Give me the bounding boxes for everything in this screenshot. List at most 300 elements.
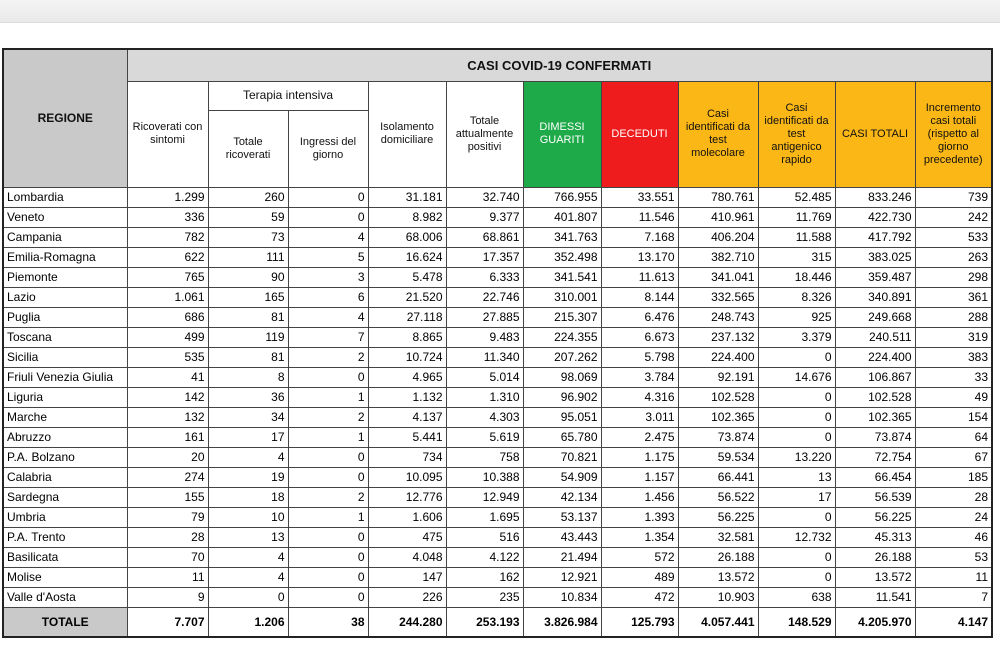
table-cell: 13 bbox=[208, 527, 288, 547]
table-row bbox=[3, 187, 992, 207]
total-cell-deceduti: 125.793 bbox=[601, 607, 678, 637]
region-name: Lombardia bbox=[3, 187, 127, 207]
table-cell: 73.874 bbox=[678, 427, 758, 447]
table-cell: 734 bbox=[368, 447, 446, 467]
table-cell: 925 bbox=[758, 307, 835, 327]
table-cell: 22.746 bbox=[446, 287, 523, 307]
table-cell: 2.475 bbox=[601, 427, 678, 447]
table-cell: 8 bbox=[208, 367, 288, 387]
region-name: Molise bbox=[3, 567, 127, 587]
table-title: CASI COVID-19 CONFERMATI bbox=[127, 49, 992, 81]
table-cell: 26.188 bbox=[835, 547, 915, 567]
table-cell: 56.225 bbox=[678, 507, 758, 527]
table-cell: 417.792 bbox=[835, 227, 915, 247]
region-name: Campania bbox=[3, 227, 127, 247]
region-name: Sicilia bbox=[3, 347, 127, 367]
table-cell: 5 bbox=[288, 247, 368, 267]
table-cell: 3.784 bbox=[601, 367, 678, 387]
table-cell: 32.740 bbox=[446, 187, 523, 207]
table-cell: 106.867 bbox=[835, 367, 915, 387]
table-cell: 1.299 bbox=[127, 187, 208, 207]
table-cell: 1 bbox=[288, 427, 368, 447]
table-cell: 10.388 bbox=[446, 467, 523, 487]
table-cell: 56.522 bbox=[678, 487, 758, 507]
table-cell: 13.170 bbox=[601, 247, 678, 267]
total-label: TOTALE bbox=[3, 607, 127, 637]
table-body bbox=[3, 187, 992, 607]
table-cell: 6.673 bbox=[601, 327, 678, 347]
table-row bbox=[3, 267, 992, 287]
header-ingressi: Ingressi del giorno bbox=[288, 110, 368, 187]
table-cell: 4 bbox=[208, 447, 288, 467]
table-cell: 4 bbox=[288, 227, 368, 247]
table-row bbox=[3, 447, 992, 467]
table-cell: 410.961 bbox=[678, 207, 758, 227]
table-cell: 41 bbox=[127, 367, 208, 387]
table-cell: 383 bbox=[915, 347, 992, 367]
table-cell: 422.730 bbox=[835, 207, 915, 227]
table-cell: 81 bbox=[208, 347, 288, 367]
table-row bbox=[3, 487, 992, 507]
table-cell: 4.122 bbox=[446, 547, 523, 567]
table-cell: 0 bbox=[758, 387, 835, 407]
total-cell: 244.280 bbox=[368, 607, 446, 637]
table-cell: 155 bbox=[127, 487, 208, 507]
table-cell: 4.303 bbox=[446, 407, 523, 427]
table-cell: 70.821 bbox=[523, 447, 601, 467]
table-row bbox=[3, 527, 992, 547]
table-cell: 263 bbox=[915, 247, 992, 267]
header-antigenico: Casi identificati da test antigenico rapido bbox=[758, 81, 835, 187]
table-cell: 0 bbox=[288, 527, 368, 547]
table-cell: 0 bbox=[758, 427, 835, 447]
table-cell: 765 bbox=[127, 267, 208, 287]
table-cell: 14.676 bbox=[758, 367, 835, 387]
table-cell: 53.137 bbox=[523, 507, 601, 527]
table-row bbox=[3, 207, 992, 227]
table-cell: 638 bbox=[758, 587, 835, 607]
table-cell: 341.541 bbox=[523, 267, 601, 287]
total-cell-dimessi: 3.826.984 bbox=[523, 607, 601, 637]
table-cell: 49 bbox=[915, 387, 992, 407]
region-name: P.A. Bolzano bbox=[3, 447, 127, 467]
table-cell: 833.246 bbox=[835, 187, 915, 207]
table-cell: 165 bbox=[208, 287, 288, 307]
table-cell: 161 bbox=[127, 427, 208, 447]
region-name: Basilicata bbox=[3, 547, 127, 567]
table-row bbox=[3, 327, 992, 347]
table-cell: 73 bbox=[208, 227, 288, 247]
table-cell: 1.061 bbox=[127, 287, 208, 307]
table-cell: 1.606 bbox=[368, 507, 446, 527]
table-cell: 11.541 bbox=[835, 587, 915, 607]
table-cell: 4 bbox=[208, 547, 288, 567]
table-cell: 32.581 bbox=[678, 527, 758, 547]
table-cell: 16.624 bbox=[368, 247, 446, 267]
table-row bbox=[3, 467, 992, 487]
table-row bbox=[3, 227, 992, 247]
table-cell: 4 bbox=[288, 307, 368, 327]
table-cell: 42.134 bbox=[523, 487, 601, 507]
table-cell: 119 bbox=[208, 327, 288, 347]
table-cell: 6.476 bbox=[601, 307, 678, 327]
table-cell: 11.769 bbox=[758, 207, 835, 227]
table-cell: 7 bbox=[288, 327, 368, 347]
table-cell: 382.710 bbox=[678, 247, 758, 267]
header-casi-totali: CASI TOTALI bbox=[835, 81, 915, 187]
table-cell: 0 bbox=[288, 207, 368, 227]
table-cell: 3.011 bbox=[601, 407, 678, 427]
table-cell: 6.333 bbox=[446, 267, 523, 287]
table-cell: 132 bbox=[127, 407, 208, 427]
table-cell: 489 bbox=[601, 567, 678, 587]
table-cell: 0 bbox=[288, 547, 368, 567]
total-cell: 7.707 bbox=[127, 607, 208, 637]
table-cell: 7.168 bbox=[601, 227, 678, 247]
table-cell: 248.743 bbox=[678, 307, 758, 327]
table-cell: 5.619 bbox=[446, 427, 523, 447]
table-cell: 18.446 bbox=[758, 267, 835, 287]
table-cell: 8.326 bbox=[758, 287, 835, 307]
total-cell: 4.057.441 bbox=[678, 607, 758, 637]
table-cell: 102.365 bbox=[678, 407, 758, 427]
table-cell: 782 bbox=[127, 227, 208, 247]
table-cell: 0 bbox=[288, 567, 368, 587]
table-cell: 52.485 bbox=[758, 187, 835, 207]
table-cell: 11.613 bbox=[601, 267, 678, 287]
table-cell: 11.340 bbox=[446, 347, 523, 367]
table-row bbox=[3, 407, 992, 427]
table-row bbox=[3, 547, 992, 567]
table-cell: 17 bbox=[758, 487, 835, 507]
table-cell: 46 bbox=[915, 527, 992, 547]
table-cell: 215.307 bbox=[523, 307, 601, 327]
table-cell: 359.487 bbox=[835, 267, 915, 287]
table-cell: 224.400 bbox=[835, 347, 915, 367]
table-cell: 43.443 bbox=[523, 527, 601, 547]
table-cell: 185 bbox=[915, 467, 992, 487]
table-cell: 8.865 bbox=[368, 327, 446, 347]
table-cell: 142 bbox=[127, 387, 208, 407]
total-cell: 253.193 bbox=[446, 607, 523, 637]
table-row bbox=[3, 567, 992, 587]
header-positivi: Totale attualmente positivi bbox=[446, 81, 523, 187]
table-row bbox=[3, 587, 992, 607]
table-cell: 739 bbox=[915, 187, 992, 207]
table-cell: 1.175 bbox=[601, 447, 678, 467]
table-cell: 10.903 bbox=[678, 587, 758, 607]
header-deceduti: DECEDUTI bbox=[601, 81, 678, 187]
table-cell: 12.776 bbox=[368, 487, 446, 507]
table-cell: 242 bbox=[915, 207, 992, 227]
table-cell: 68.006 bbox=[368, 227, 446, 247]
table-cell: 33.551 bbox=[601, 187, 678, 207]
table-row bbox=[3, 307, 992, 327]
table-cell: 81 bbox=[208, 307, 288, 327]
table-cell: 4.965 bbox=[368, 367, 446, 387]
table-cell: 11.546 bbox=[601, 207, 678, 227]
table-cell: 72.754 bbox=[835, 447, 915, 467]
table-cell: 92.191 bbox=[678, 367, 758, 387]
table-cell: 12.921 bbox=[523, 567, 601, 587]
table-cell: 5.441 bbox=[368, 427, 446, 447]
table-cell: 499 bbox=[127, 327, 208, 347]
table-cell: 56.225 bbox=[835, 507, 915, 527]
table-cell: 27.885 bbox=[446, 307, 523, 327]
table-cell: 154 bbox=[915, 407, 992, 427]
table-cell: 4.316 bbox=[601, 387, 678, 407]
table-cell: 28 bbox=[915, 487, 992, 507]
table-cell: 0 bbox=[288, 367, 368, 387]
table-cell: 9 bbox=[127, 587, 208, 607]
table-cell: 226 bbox=[368, 587, 446, 607]
total-cell: 1.206 bbox=[208, 607, 288, 637]
table-cell: 341.041 bbox=[678, 267, 758, 287]
table-cell: 0 bbox=[288, 467, 368, 487]
total-cell: 148.529 bbox=[758, 607, 835, 637]
table-cell: 1.695 bbox=[446, 507, 523, 527]
table-cell: 240.511 bbox=[835, 327, 915, 347]
table-cell: 249.668 bbox=[835, 307, 915, 327]
table-cell: 56.539 bbox=[835, 487, 915, 507]
table-cell: 36 bbox=[208, 387, 288, 407]
table-row bbox=[3, 287, 992, 307]
table-cell: 13.572 bbox=[835, 567, 915, 587]
table-cell: 17 bbox=[208, 427, 288, 447]
table-cell: 147 bbox=[368, 567, 446, 587]
table-cell: 11 bbox=[127, 567, 208, 587]
table-cell: 33 bbox=[915, 367, 992, 387]
table-row bbox=[3, 427, 992, 447]
header-regione: REGIONE bbox=[3, 49, 127, 187]
table-cell: 288 bbox=[915, 307, 992, 327]
table-cell: 67 bbox=[915, 447, 992, 467]
region-name: Emilia-Romagna bbox=[3, 247, 127, 267]
table-cell: 26.188 bbox=[678, 547, 758, 567]
region-name: Umbria bbox=[3, 507, 127, 527]
table-cell: 332.565 bbox=[678, 287, 758, 307]
table-cell: 9.377 bbox=[446, 207, 523, 227]
table-cell: 2 bbox=[288, 347, 368, 367]
table-cell: 68.861 bbox=[446, 227, 523, 247]
header-ricoverati: Ricoverati con sintomi bbox=[127, 81, 208, 187]
table-cell: 780.761 bbox=[678, 187, 758, 207]
table-cell: 5.798 bbox=[601, 347, 678, 367]
table-cell: 59 bbox=[208, 207, 288, 227]
table-cell: 10 bbox=[208, 507, 288, 527]
table-cell: 224.400 bbox=[678, 347, 758, 367]
region-name: Valle d'Aosta bbox=[3, 587, 127, 607]
table-cell: 237.132 bbox=[678, 327, 758, 347]
table-cell: 274 bbox=[127, 467, 208, 487]
table-row bbox=[3, 247, 992, 267]
table-cell: 31.181 bbox=[368, 187, 446, 207]
table-cell: 102.365 bbox=[835, 407, 915, 427]
table-cell: 5.014 bbox=[446, 367, 523, 387]
table-cell: 3 bbox=[288, 267, 368, 287]
table-cell: 98.069 bbox=[523, 367, 601, 387]
table-cell: 59.534 bbox=[678, 447, 758, 467]
table-cell: 472 bbox=[601, 587, 678, 607]
table-cell: 95.051 bbox=[523, 407, 601, 427]
table-cell: 235 bbox=[446, 587, 523, 607]
total-cell: 4.147 bbox=[915, 607, 992, 637]
table-cell: 0 bbox=[758, 547, 835, 567]
table-cell: 13.572 bbox=[678, 567, 758, 587]
table-cell: 19 bbox=[208, 467, 288, 487]
table-row bbox=[3, 387, 992, 407]
table-row bbox=[3, 507, 992, 527]
table-cell: 341.763 bbox=[523, 227, 601, 247]
table-cell: 0 bbox=[288, 447, 368, 467]
table-cell: 310.001 bbox=[523, 287, 601, 307]
table-cell: 102.528 bbox=[678, 387, 758, 407]
table-row bbox=[3, 367, 992, 387]
table-cell: 535 bbox=[127, 347, 208, 367]
table-cell: 8.144 bbox=[601, 287, 678, 307]
table-cell: 1.132 bbox=[368, 387, 446, 407]
total-cell: 38 bbox=[288, 607, 368, 637]
table-cell: 12.949 bbox=[446, 487, 523, 507]
table-cell: 24 bbox=[915, 507, 992, 527]
header-isolamento: Isolamento domiciliare bbox=[368, 81, 446, 187]
table-cell: 73.874 bbox=[835, 427, 915, 447]
region-name: Calabria bbox=[3, 467, 127, 487]
total-row bbox=[3, 607, 992, 637]
table-cell: 1.310 bbox=[446, 387, 523, 407]
table-cell: 2 bbox=[288, 407, 368, 427]
table-cell: 7 bbox=[915, 587, 992, 607]
table-cell: 96.902 bbox=[523, 387, 601, 407]
table-cell: 21.494 bbox=[523, 547, 601, 567]
table-cell: 533 bbox=[915, 227, 992, 247]
table-cell: 315 bbox=[758, 247, 835, 267]
header-dimessi: DIMESSI GUARITI bbox=[523, 81, 601, 187]
table-cell: 1.354 bbox=[601, 527, 678, 547]
covid-cases-table bbox=[2, 48, 993, 638]
region-name: Abruzzo bbox=[3, 427, 127, 447]
table-cell: 13.220 bbox=[758, 447, 835, 467]
table-cell: 65.780 bbox=[523, 427, 601, 447]
table-cell: 54.909 bbox=[523, 467, 601, 487]
table-cell: 401.807 bbox=[523, 207, 601, 227]
table-cell: 3.379 bbox=[758, 327, 835, 347]
table-cell: 340.891 bbox=[835, 287, 915, 307]
table-cell: 1.393 bbox=[601, 507, 678, 527]
table-cell: 10.095 bbox=[368, 467, 446, 487]
region-name: Piemonte bbox=[3, 267, 127, 287]
header-totale-ricoverati: Totale ricoverati bbox=[208, 110, 288, 187]
table-cell: 45.313 bbox=[835, 527, 915, 547]
table-cell: 0 bbox=[288, 187, 368, 207]
table-cell: 21.520 bbox=[368, 287, 446, 307]
table-cell: 6 bbox=[288, 287, 368, 307]
table-cell: 5.478 bbox=[368, 267, 446, 287]
table-cell: 28 bbox=[127, 527, 208, 547]
table-cell: 64 bbox=[915, 427, 992, 447]
table-cell: 352.498 bbox=[523, 247, 601, 267]
table-cell: 224.355 bbox=[523, 327, 601, 347]
table-cell: 2 bbox=[288, 487, 368, 507]
table-cell: 13 bbox=[758, 467, 835, 487]
table-cell: 0 bbox=[758, 567, 835, 587]
table-cell: 9.483 bbox=[446, 327, 523, 347]
table-cell: 18 bbox=[208, 487, 288, 507]
table-cell: 475 bbox=[368, 527, 446, 547]
header-molecolare: Casi identificati da test molecolare bbox=[678, 81, 758, 187]
table-cell: 53 bbox=[915, 547, 992, 567]
table-cell: 1.157 bbox=[601, 467, 678, 487]
table-cell: 10.724 bbox=[368, 347, 446, 367]
region-name: Lazio bbox=[3, 287, 127, 307]
table-cell: 0 bbox=[758, 507, 835, 527]
table-cell: 383.025 bbox=[835, 247, 915, 267]
table-cell: 12.732 bbox=[758, 527, 835, 547]
table-cell: 102.528 bbox=[835, 387, 915, 407]
table-row bbox=[3, 347, 992, 367]
table-cell: 4.137 bbox=[368, 407, 446, 427]
region-name: Toscana bbox=[3, 327, 127, 347]
table-cell: 111 bbox=[208, 247, 288, 267]
table-cell: 34 bbox=[208, 407, 288, 427]
table-cell: 0 bbox=[208, 587, 288, 607]
header-incremento: Incremento casi totali (rispetto al giorno precedente) bbox=[915, 81, 992, 187]
table-cell: 0 bbox=[758, 407, 835, 427]
window-top-bar bbox=[0, 0, 1000, 23]
table-cell: 4 bbox=[208, 567, 288, 587]
table-cell: 260 bbox=[208, 187, 288, 207]
table-cell: 572 bbox=[601, 547, 678, 567]
table-cell: 516 bbox=[446, 527, 523, 547]
table-cell: 27.118 bbox=[368, 307, 446, 327]
region-name: Friuli Venezia Giulia bbox=[3, 367, 127, 387]
table-cell: 1 bbox=[288, 507, 368, 527]
table-cell: 162 bbox=[446, 567, 523, 587]
region-name: Veneto bbox=[3, 207, 127, 227]
table-cell: 766.955 bbox=[523, 187, 601, 207]
table-cell: 1 bbox=[288, 387, 368, 407]
table-cell: 17.357 bbox=[446, 247, 523, 267]
region-name: Sardegna bbox=[3, 487, 127, 507]
table-cell: 758 bbox=[446, 447, 523, 467]
table-cell: 8.982 bbox=[368, 207, 446, 227]
table-cell: 622 bbox=[127, 247, 208, 267]
table-cell: 79 bbox=[127, 507, 208, 527]
region-name: Marche bbox=[3, 407, 127, 427]
table-cell: 0 bbox=[288, 587, 368, 607]
table-cell: 11 bbox=[915, 567, 992, 587]
table-cell: 686 bbox=[127, 307, 208, 327]
region-name: Liguria bbox=[3, 387, 127, 407]
table-cell: 11.588 bbox=[758, 227, 835, 247]
table-cell: 406.204 bbox=[678, 227, 758, 247]
table-cell: 66.441 bbox=[678, 467, 758, 487]
table-cell: 298 bbox=[915, 267, 992, 287]
table-cell: 336 bbox=[127, 207, 208, 227]
header-terapia-intensiva: Terapia intensiva bbox=[208, 81, 368, 110]
table-cell: 66.454 bbox=[835, 467, 915, 487]
region-name: P.A. Trento bbox=[3, 527, 127, 547]
table-cell: 4.048 bbox=[368, 547, 446, 567]
table-cell: 207.262 bbox=[523, 347, 601, 367]
table-cell: 1.456 bbox=[601, 487, 678, 507]
table-cell: 0 bbox=[758, 347, 835, 367]
table-cell: 361 bbox=[915, 287, 992, 307]
table-cell: 20 bbox=[127, 447, 208, 467]
table-cell: 70 bbox=[127, 547, 208, 567]
region-name: Puglia bbox=[3, 307, 127, 327]
table-cell: 319 bbox=[915, 327, 992, 347]
